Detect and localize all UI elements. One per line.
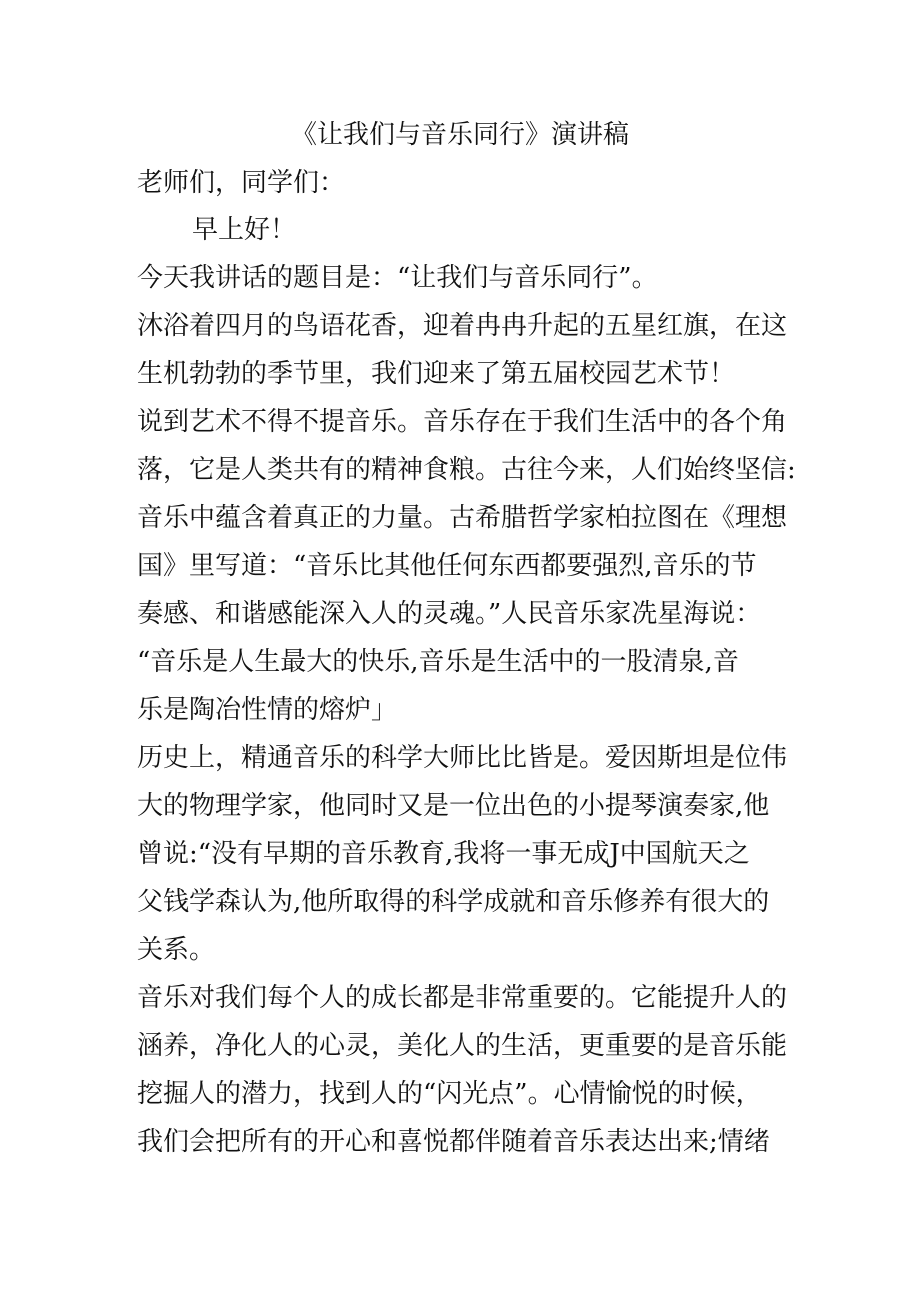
text-line: 说到艺术不得不提音乐。音乐存在于我们生活中的各个角	[137, 407, 788, 437]
text-line: 曾说:“没有早期的音乐教育,我将一事无成J中国航天之	[137, 839, 750, 869]
document-title: 《让我们与音乐同行》演讲稿	[290, 120, 629, 150]
text-line: 涵养，净化人的心灵，美化人的生活，更重要的是音乐能	[137, 1031, 788, 1061]
text-line: 奏感、和谐感能深入人的灵魂。”人民音乐家冼星海说：	[137, 599, 762, 629]
text-line: 音乐对我们每个人的成长都是非常重要的。它能提升人的	[137, 983, 788, 1013]
text-line: 沐浴着四月的鸟语花香，迎着冉冉升起的五星红旗，在这	[137, 311, 788, 341]
text-line: 落，它是人类共有的精神食粮。古往今来，人们始终坚信:	[137, 455, 796, 485]
text-line: 今天我讲话的题目是：“让我们与音乐同行”。	[137, 263, 658, 293]
text-line: 乐是陶冶性情的熔炉」	[137, 695, 398, 725]
text-line: 历史上，精通音乐的科学大师比比皆是。爱因斯坦是位伟	[137, 743, 788, 773]
text-line: 我们会把所有的开心和喜悦都伴随着音乐表达出来;情绪	[137, 1127, 770, 1157]
text-line: 大的物理学家，他同时又是一位出色的小提琴演奏家,他	[137, 791, 770, 821]
text-line: 挖掘人的潜力，找到人的“闪光点”。心情愉悦的时候，	[137, 1079, 762, 1109]
text-line: 父钱学森认为,他所取得的科学成就和音乐修养有很大的	[137, 887, 770, 917]
text-line: “音乐是人生最大的快乐,音乐是生活中的一股清泉,音	[137, 647, 739, 677]
greeting: 早上好！	[192, 215, 297, 245]
text-line: 音乐中蕴含着真正的力量。古希腊哲学家柏拉图在《理想	[137, 503, 788, 533]
salutation: 老师们，同学们：	[137, 168, 346, 198]
text-line: 生机勃勃的季节里，我们迎来了第五届校园艺术节！	[137, 359, 736, 389]
text-line: 关系。	[137, 935, 216, 965]
text-line: 国》里写道：“音乐比其他任何东西都要强烈,音乐的节	[137, 551, 757, 581]
